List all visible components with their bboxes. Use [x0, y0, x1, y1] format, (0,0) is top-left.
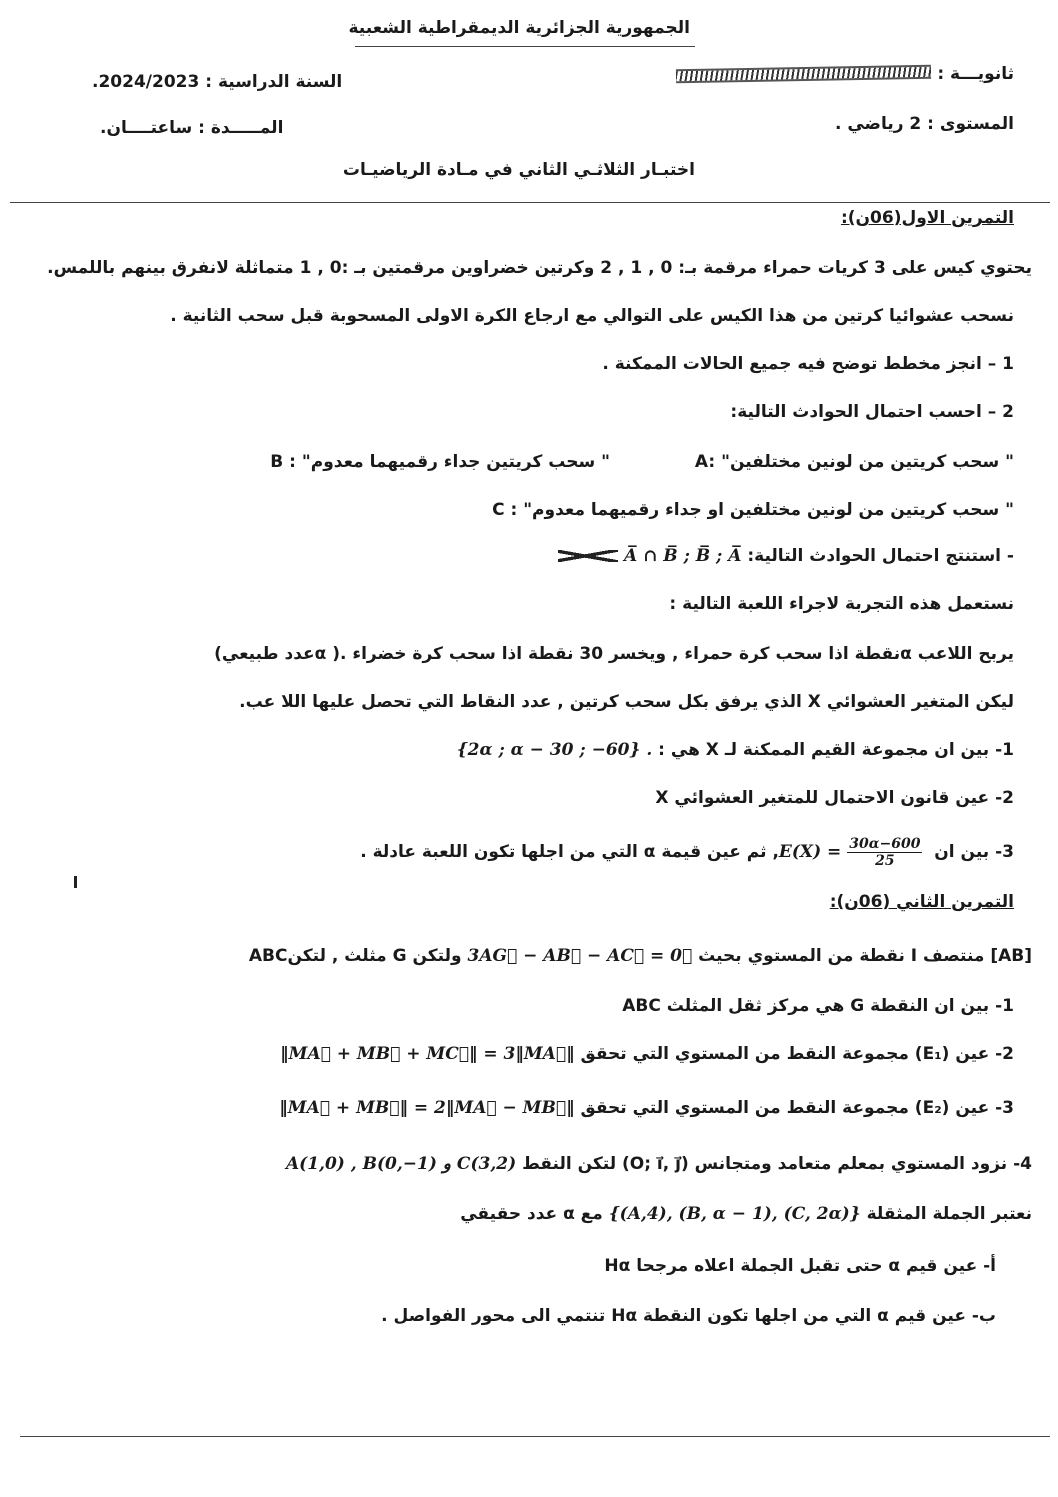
- level: المستوى : 2 رياضي .: [834, 114, 1014, 134]
- q4-text: 4- نزود المستوي بمعلم متعامد ومتجانس (O; i⃗, j⃗) لتكن النقط: [522, 1154, 1032, 1174]
- ex2-vector-relation: 3AG⃗ − AB⃗ − AC⃗ = 0⃗: [467, 946, 693, 966]
- redacted-school-name: [676, 65, 931, 83]
- g1-text: 1- بين ان مجموعة القيم الممكنة لـ X هي :: [658, 740, 1014, 760]
- fraction-denominator: 25: [875, 853, 895, 870]
- ex2-question-1: 1- بين ان النقطة G هي مركز ثقل المثلث ABC: [622, 996, 1014, 1016]
- exercise1-title: التمرين الاول(06ن):: [840, 208, 1014, 228]
- g1-set: {2α ; α − 30 ; −60} .: [456, 740, 653, 760]
- event-b: B : "سحب كريتين جداء رقميهما معدوم ": [270, 452, 610, 472]
- ex1-paragraph-2: نسحب عشوائيا كرتين من هذا الكيس على التوالي مع ارجاع الكرة الاولى المسحوبة قبل سحب الثانية .: [170, 306, 1014, 326]
- ex2-question-2: [280, 1044, 1014, 1064]
- game-intro: نستعمل هذه التجربة لاجراء اللعبة التالية :: [669, 594, 1014, 614]
- ex2-intro-text: ABCمثلث , لتكن G نقطة من المستوي بحيث: [248, 946, 905, 966]
- footer-separator: [20, 1436, 1050, 1437]
- q3-text: 3- عين (E₂) مجموعة النقط من المستوي التي تحقق: [580, 1098, 1014, 1118]
- g3-pre: 3- بين ان: [934, 842, 1014, 863]
- exercise2-title: التمرين الثاني (06ن):: [829, 892, 1014, 912]
- header-underline: [355, 46, 695, 47]
- g3-post: , ثم عين قيمة α التي من اجلها تكون اللعبة عادلة .: [360, 842, 779, 863]
- duration: المـــــدة : ساعتــــان.: [100, 118, 284, 138]
- game-question-2: 2- عين قانون الاحتمال للمتغير العشوائي X: [655, 788, 1014, 808]
- school-year: السنة الدراسية : 2024/2023.: [92, 72, 343, 92]
- ex1-paragraph-1: يحتوي كيس على 3 كريات حمراء مرقمة بـ: 0 , 1 , 2 وكرتين خضراوين مرقمتين بـ :0 , 1 متماثلة لانفرق بينهم باللمس.: [47, 258, 1032, 278]
- q2-text: 2- عين (E₁) مجموعة النقط من المستوي التي تحقق: [580, 1044, 1014, 1064]
- deduce-label: - استنتج احتمال الحوادث التالية:: [747, 546, 1014, 566]
- event-c: C : "سحب كريتين من لونين مختلفين او جداء رقميهما معدوم ": [492, 500, 1014, 520]
- ex2-question-4: [286, 1154, 1032, 1174]
- ex2-intro-tail: ولتكن I منتصف [AB]: [412, 946, 1032, 966]
- ex1-question-2: 2 – احسب احتمال الحوادث التالية:: [730, 402, 1014, 422]
- q3-condition: ‖MA⃗ + MB⃗‖ = 2‖MA⃗ − MB⃗‖: [279, 1098, 575, 1118]
- game-question-3: [360, 836, 1014, 869]
- ex2-question-3: [279, 1098, 1014, 1118]
- expectation-lhs: E(X) =: [778, 842, 842, 863]
- q2-condition: ‖MA⃗ + MB⃗ + MC⃗‖ = 3‖MA⃗‖: [280, 1044, 575, 1064]
- bary-weights: {(A,4), (B, α − 1), (C, 2α)}: [608, 1204, 861, 1224]
- ex2-question-b: ب- عين قيم α التي من اجلها تكون النقطة Hα تنتمي الى محور الفواصل .: [381, 1306, 996, 1326]
- school-label: ثانويـــة :: [937, 64, 1014, 84]
- expectation-formula: [778, 836, 928, 870]
- fraction-numerator: 30α−600: [849, 836, 921, 852]
- bary-text: نعتبر الجملة المثقلة: [866, 1204, 1032, 1224]
- random-variable: ليكن المتغير العشوائي X الذي يرفق بكل سحب كرتين , عدد النقاط التي تحصل عليها اللا عب.: [239, 692, 1014, 712]
- crossed-out-mark: [558, 550, 618, 562]
- game-question-1: [457, 740, 1014, 760]
- school-field: [676, 64, 1014, 84]
- expectation-fraction: [847, 836, 922, 869]
- event-a: A: "سحب كريتين من لونين مختلفين ": [694, 452, 1014, 472]
- stray-mark: [74, 876, 77, 888]
- bary-tail: مع α عدد حقيقي: [460, 1204, 603, 1224]
- header-separator: [10, 202, 1050, 203]
- ex1-question-1: 1 – انجز مخطط توضح فيه جميع الحالات الممكنة .: [602, 354, 1014, 374]
- exam-title: اختبـار الثلاثـي الثاني في مـادة الرياضيـات: [342, 160, 695, 180]
- ex2-question-a: أ- عين قيم α حتى تقبل الجملة اعلاه مرجحا Hα: [604, 1256, 996, 1276]
- ex2-intro: [249, 946, 1032, 966]
- q4-points: A(1,0) , B(0,−1) و C(3,2): [285, 1154, 517, 1174]
- barycenter-system: [460, 1204, 1032, 1224]
- game-rule: يربح اللاعب αنقطة اذا سحب كرة حمراء , ويخسر 30 نقطة اذا سحب كرة خضراء .( αعدد طبيعي): [214, 644, 1014, 664]
- ex1-deduce: [558, 546, 1014, 566]
- republic-title: الجمهورية الجزائرية الديمقراطية الشعبية: [348, 18, 690, 38]
- deduce-events: A̅ ∩ B̅ ; B̅ ; A̅: [624, 546, 742, 566]
